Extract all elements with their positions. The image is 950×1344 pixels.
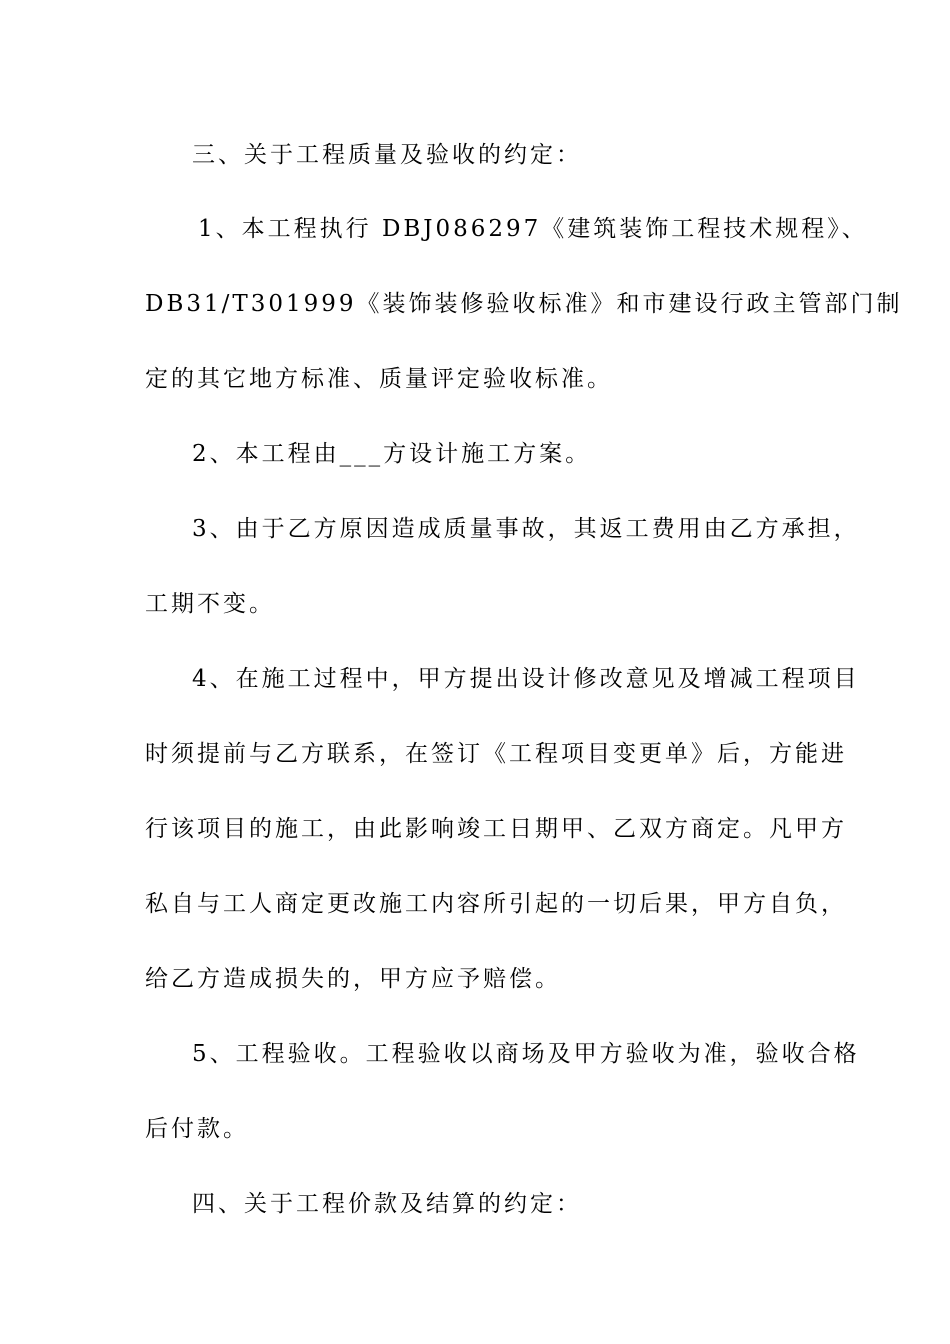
paragraph-line: 时须提前与乙方联系，在签订《工程项目变更单》后，方能进: [145, 741, 847, 767]
paragraph-line: 定的其它地方标准、质量评定验收标准。: [145, 366, 613, 392]
paragraph-line: 给乙方造成损失的，甲方应予赔偿。: [145, 966, 561, 992]
paragraph-line: 行该项目的施工，由此影响竣工日期甲、乙双方商定。凡甲方: [145, 816, 847, 842]
section-heading-payment: 四、关于工程价款及结算的约定：: [192, 1191, 582, 1217]
paragraph-line: 1、本工程执行 DBJ086297《建筑装饰工程技术规程》、: [198, 216, 868, 242]
section-heading-quality: 三、关于工程质量及验收的约定：: [192, 142, 582, 168]
paragraph-line: 5、工程验收。工程验收以商场及甲方验收为准，验收合格: [192, 1041, 860, 1067]
paragraph-line: 4、在施工过程中，甲方提出设计修改意见及增减工程项目: [192, 666, 860, 692]
paragraph-line: DB31/T301999《装饰装修验收标准》和市建设行政主管部门制: [145, 291, 903, 317]
paragraph-line: 后付款。: [145, 1116, 249, 1142]
paragraph-line: 私自与工人商定更改施工内容所引起的一切后果，甲方自负，: [145, 891, 847, 917]
paragraph-line: 2、本工程由___方设计施工方案。: [192, 441, 592, 467]
paragraph-line: 3、由于乙方原因造成质量事故，其返工费用由乙方承担，: [192, 516, 860, 542]
paragraph-line: 工期不变。: [145, 591, 275, 617]
